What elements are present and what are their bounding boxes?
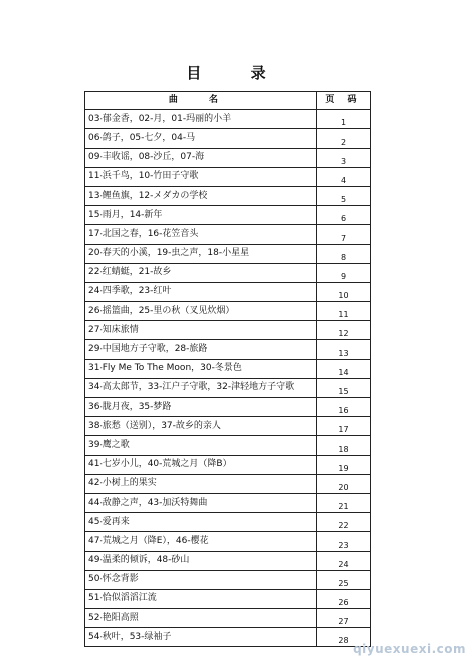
page-number-cell: 19 — [317, 455, 371, 474]
table-row — [85, 206, 371, 225]
page-number-cell: 14 — [317, 359, 371, 378]
table-row — [85, 321, 371, 340]
page-number-cell: 2 — [317, 129, 371, 148]
page-number-cell: 3 — [317, 148, 371, 167]
table-row — [85, 186, 371, 205]
song-title-cell: 34-高太郎节，33-江户子守歌，32-津轻地方子守歌 — [85, 378, 317, 397]
page-number-cell: 8 — [317, 244, 371, 263]
song-title-cell: 45-爱再来 — [85, 513, 317, 532]
page-number-cell: 23 — [317, 532, 371, 551]
table-row — [85, 455, 371, 474]
song-title-cell: 22-红蜻蜓，21-故乡 — [85, 263, 317, 282]
page-number-cell: 25 — [317, 570, 371, 589]
page-number-cell: 27 — [317, 609, 371, 628]
table-row — [85, 398, 371, 417]
page-number-cell: 17 — [317, 417, 371, 436]
table-row — [85, 628, 371, 647]
table-row — [85, 225, 371, 244]
table-row — [85, 436, 371, 455]
song-title-cell: 09-丰收谣，08-沙丘，07-海 — [85, 148, 317, 167]
table-row — [85, 532, 371, 551]
table-row — [85, 244, 371, 263]
page-number-cell: 22 — [317, 513, 371, 532]
page-number-cell: 12 — [317, 321, 371, 340]
table-row — [85, 570, 371, 589]
song-title-cell: 41-七岁小儿，40-荒城之月（降B） — [85, 455, 317, 474]
table-row — [85, 129, 371, 148]
song-title-cell: 17-北国之春，16-花笠音头 — [85, 225, 317, 244]
page-number-cell: 24 — [317, 551, 371, 570]
song-title-cell: 26-摇篮曲，25-里の秋（叉见炊烟） — [85, 302, 317, 321]
song-title-cell: 06-鸽子，05-七夕，04-马 — [85, 129, 317, 148]
song-title-cell: 03-郁金香，02-月，01-玛丽的小羊 — [85, 110, 317, 129]
song-title-cell: 38-旅愁（送别），37-故乡的亲人 — [85, 417, 317, 436]
song-title-cell: 31-Fly Me To The Moon，30-冬景色 — [85, 359, 317, 378]
page-number-cell: 5 — [317, 186, 371, 205]
page-number-cell: 1 — [317, 110, 371, 129]
song-title-cell: 11-浜千鸟，10-竹田子守歌 — [85, 167, 317, 186]
page-number-cell: 15 — [317, 378, 371, 397]
song-title-cell: 27-知床旅情 — [85, 321, 317, 340]
page-column-header: 页 码 — [317, 92, 371, 110]
page-number-cell: 20 — [317, 474, 371, 493]
song-title-cell: 13-鲤鱼旗，12-メダカの学校 — [85, 186, 317, 205]
page-number-cell: 7 — [317, 225, 371, 244]
table-row — [85, 148, 371, 167]
page-number-cell: 11 — [317, 302, 371, 321]
table-row — [85, 167, 371, 186]
page-number-cell: 21 — [317, 493, 371, 512]
page-number-cell: 6 — [317, 206, 371, 225]
song-title-cell: 39-鹰之歌 — [85, 436, 317, 455]
table-row — [85, 282, 371, 301]
song-title-cell: 36-胧月夜，35-梦路 — [85, 398, 317, 417]
table-row — [85, 474, 371, 493]
page-number-cell: 28 — [317, 628, 371, 647]
song-title-cell: 50-怀念背影 — [85, 570, 317, 589]
song-title-cell: 42-小树上的果实 — [85, 474, 317, 493]
song-title-cell: 54-秋叶，53-绿袖子 — [85, 628, 317, 647]
table-row — [85, 513, 371, 532]
song-column-header: 曲 名 — [85, 92, 317, 110]
table-header-row — [85, 92, 371, 110]
table-row — [85, 263, 371, 282]
watermark-logo: qiyuexuexi.com — [353, 642, 466, 656]
page-number-cell: 13 — [317, 340, 371, 359]
page-number-cell: 9 — [317, 263, 371, 282]
song-title-cell: 15-雨月，14-新年 — [85, 206, 317, 225]
song-title-cell: 49-温柔的倾诉，48-砂山 — [85, 551, 317, 570]
page-number-cell: 4 — [317, 167, 371, 186]
page-number-cell: 26 — [317, 589, 371, 608]
song-title-cell: 29-中国地方子守歌，28-旅路 — [85, 340, 317, 359]
page-number-cell: 18 — [317, 436, 371, 455]
table-row — [85, 589, 371, 608]
table-row — [85, 359, 371, 378]
table-row — [85, 302, 371, 321]
song-title-cell: 44-敌静之声，43-加沃特舞曲 — [85, 493, 317, 512]
song-title-cell: 52-艳阳高照 — [85, 609, 317, 628]
table-row — [85, 340, 371, 359]
page-title: 目 录 — [186, 64, 288, 82]
contents-table — [84, 91, 371, 647]
song-title-cell: 20-春天的小溪，19-虫之声，18-小星星 — [85, 244, 317, 263]
table-row — [85, 417, 371, 436]
page-number-cell: 16 — [317, 398, 371, 417]
table-row — [85, 493, 371, 512]
table-row — [85, 609, 371, 628]
song-title-cell: 47-荒城之月（降E），46-樱花 — [85, 532, 317, 551]
table-row — [85, 110, 371, 129]
page-number-cell: 10 — [317, 282, 371, 301]
song-title-cell: 51-恰似滔滔江流 — [85, 589, 317, 608]
table-row — [85, 551, 371, 570]
table-row — [85, 378, 371, 397]
song-title-cell: 24-四季歌，23-红叶 — [85, 282, 317, 301]
